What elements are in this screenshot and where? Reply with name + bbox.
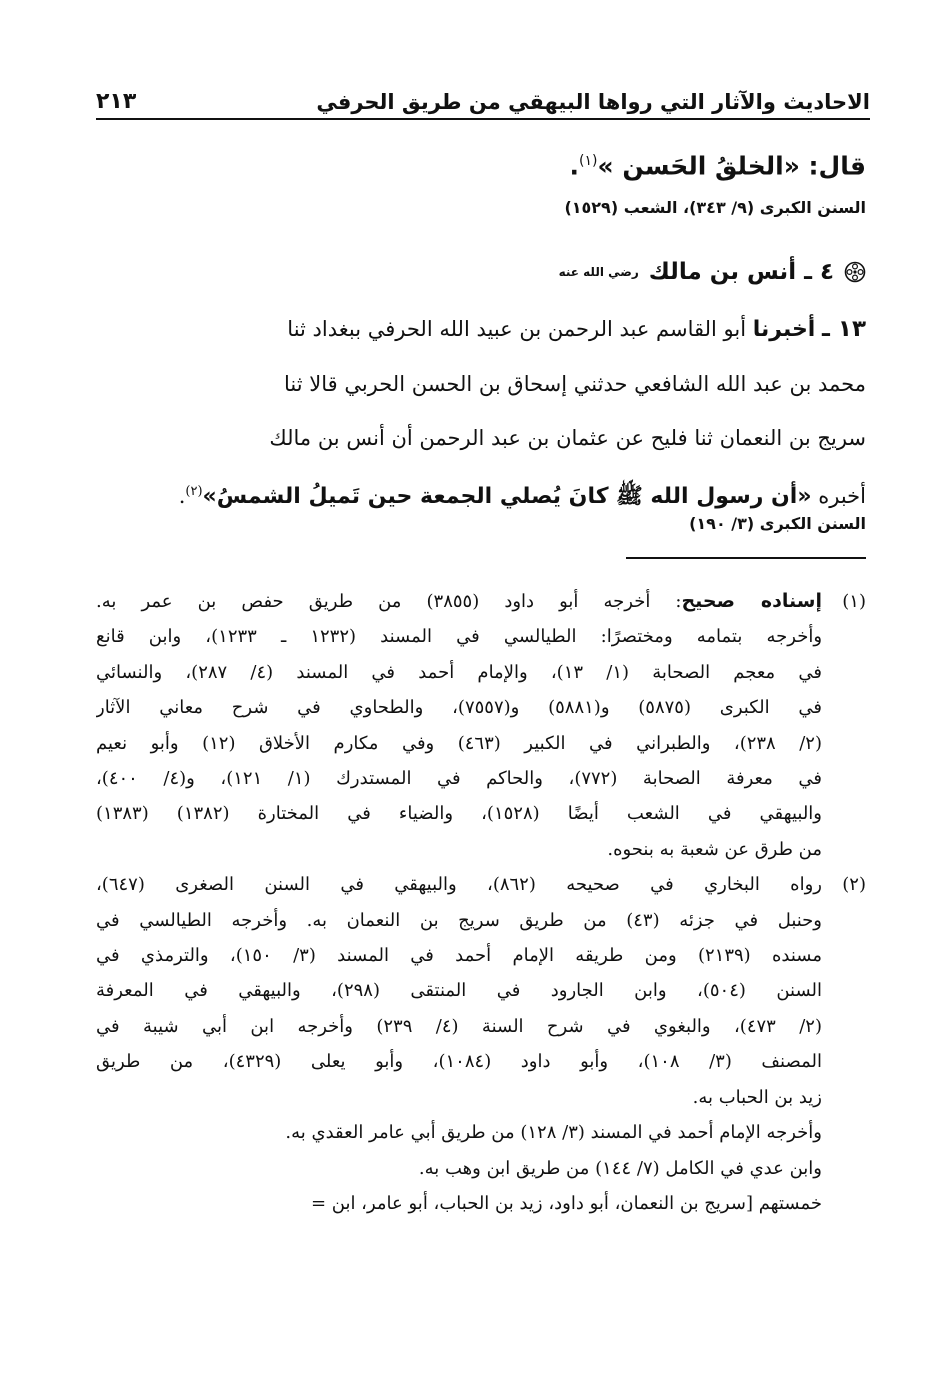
footnote-line: في الكبرى (٥٨٧٥) و(٥٨٨١) و(٧٥٥٧)، والطحاوي في شرح معاني الآثار <box>96 697 822 719</box>
footnote-line: في معجم الصحابة (١/ ١٣)، والإمام أحمد في المسند (٤/ ٢٨٧)، والنسائي <box>96 661 822 683</box>
footnote-line: خمستهم [سريج بن النعمان، أبو داود، زيد بن الحباب، أبو عامر، ابن = <box>310 1192 822 1214</box>
hadith-13 <box>96 302 866 524</box>
section-heading <box>96 250 866 294</box>
footnote-ref-1: (١) <box>579 153 598 169</box>
footnote-grading: إسناده صحيح <box>681 590 822 612</box>
hadith-line: سريج بن النعمان ثنا فليح عن عثمان بن عبد الرحمن أن أنس بن مالك <box>269 426 866 450</box>
footnote-marker: (٢) <box>842 874 866 896</box>
honorific-glyph: رضي الله عنه <box>558 265 639 279</box>
hadith-text: أبو القاسم عبد الرحمن بن عبيد الله الحرفي ببغداد ثنا <box>287 317 747 341</box>
footnote-line: في معرفة الصحابة (٧٧٢)، والحاكم في المستدرك (١/ ١٢١)، و(٤/ ٤٠٠)، <box>96 768 822 790</box>
footnote-separator <box>626 557 866 559</box>
footnote-line <box>96 584 822 619</box>
header-rule <box>96 118 870 120</box>
footnote-line: (٢/ ٢٣٨)، والطبراني في الكبير (٤٦٣) وفي مكارم الأخلاق (١٢) وأبو نعيم <box>96 732 822 754</box>
footnote-line: من طرق عن شعبة به بنحوه. <box>607 838 822 860</box>
footnote-body <box>96 867 822 1115</box>
qual-line <box>96 136 866 191</box>
footnote-2 <box>96 867 866 1115</box>
footnote-line: والبيهقي في الشعب أيضًا (١٥٢٨)، والضياء في المختارة (١٣٨٢) (١٣٨٣) <box>96 803 822 825</box>
qual-text: قال: «الخلقُ الحَسن » <box>597 151 866 181</box>
running-title: الاحاديث والآثار التي رواها البيهقي من طريق الحرفي <box>316 90 870 114</box>
flower-ornament-icon <box>844 261 866 283</box>
qual-end: . <box>569 151 580 181</box>
hadith-line: محمد بن عبد الله الشافعي حدثني إسحاق بن الحسن الحربي قالا ثنا <box>283 372 866 396</box>
page-number: ٢١٣ <box>96 89 137 114</box>
footnote-line: (٢/ ٤٧٣)، والبغوي في شرح السنة (٤/ ٢٣٩) وأخرجه ابن أبي شيبة في <box>96 1015 822 1037</box>
footnote-line: مسنده (٢١٣٩) ومن طريقه الإمام أحمد في المسند (٣/ ١٥٠)، والترمذي في <box>96 945 822 967</box>
hadith-line <box>96 302 866 357</box>
hadith-lead: أخبرنا <box>752 317 816 342</box>
section-title: ٤ ـ أنس بن مالك <box>648 259 834 285</box>
footnote-line: وأخرجه بتمامه ومختصرًا: الطيالسي في المسند (١٢٣٢ ـ ١٢٣٣)، وابن قانع <box>96 626 822 648</box>
footnote-line: زيد بن الحباب به. <box>692 1086 822 1108</box>
footnote-line: رواه البخاري في صحيحه (٨٦٢)، والبيهقي في السنن الصغرى (٦٤٧)، <box>96 874 822 896</box>
hadith-end: . <box>178 484 186 508</box>
footnote-line: وابن عدي في الكامل (٧/ ١٤٤) من طريق ابن وهب به. <box>418 1157 822 1179</box>
footnote-body <box>96 584 822 867</box>
hadith-text: أخبره <box>818 484 866 508</box>
footnote-line: وأخرجه الإمام أحمد في المسند (٣/ ١٢٨) من طريق أبي عامر العقدي به. <box>285 1122 822 1144</box>
hadith-matn: «أن رسول الله ﷺ كانَ يُصلي الجمعة حين تَميلُ الشمسُ» <box>202 484 812 509</box>
footnote-ref-2: (٢) <box>185 484 203 499</box>
hadith-number: ١٣ ـ <box>822 316 866 342</box>
footnote-line: السنن (٥٠٤)، وابن الجارود في المنتقى (٢٩٨)، والبيهقي في المعرفة <box>96 980 822 1002</box>
footnote-line: وحنبل في جزئه (٤٣) من طريق سريج بن النعمان به. وأخرجه الطيالسي في <box>96 909 822 931</box>
footnote-text: : أخرجه أبو داود (٣٨٥٥) من طريق حفص بن عمر به. <box>96 591 682 612</box>
footnote-2-continuation <box>96 1115 866 1221</box>
running-header <box>96 64 870 114</box>
source-citation-1: السنن الكبرى (٩/ ٣٤٣)، الشعب (١٥٢٩) <box>564 198 866 217</box>
source-citation-2: السنن الكبرى (٣/ ١٩٠) <box>689 514 866 533</box>
footnotes <box>96 584 866 1221</box>
footnote-marker: (١) <box>842 591 866 612</box>
footnote-1 <box>96 584 866 867</box>
footnote-line: المصنف (٣/ ١٠٨)، وأبو داود (١٠٨٤)، وأبو يعلى (٤٣٢٩)، من طريق <box>96 1051 822 1073</box>
